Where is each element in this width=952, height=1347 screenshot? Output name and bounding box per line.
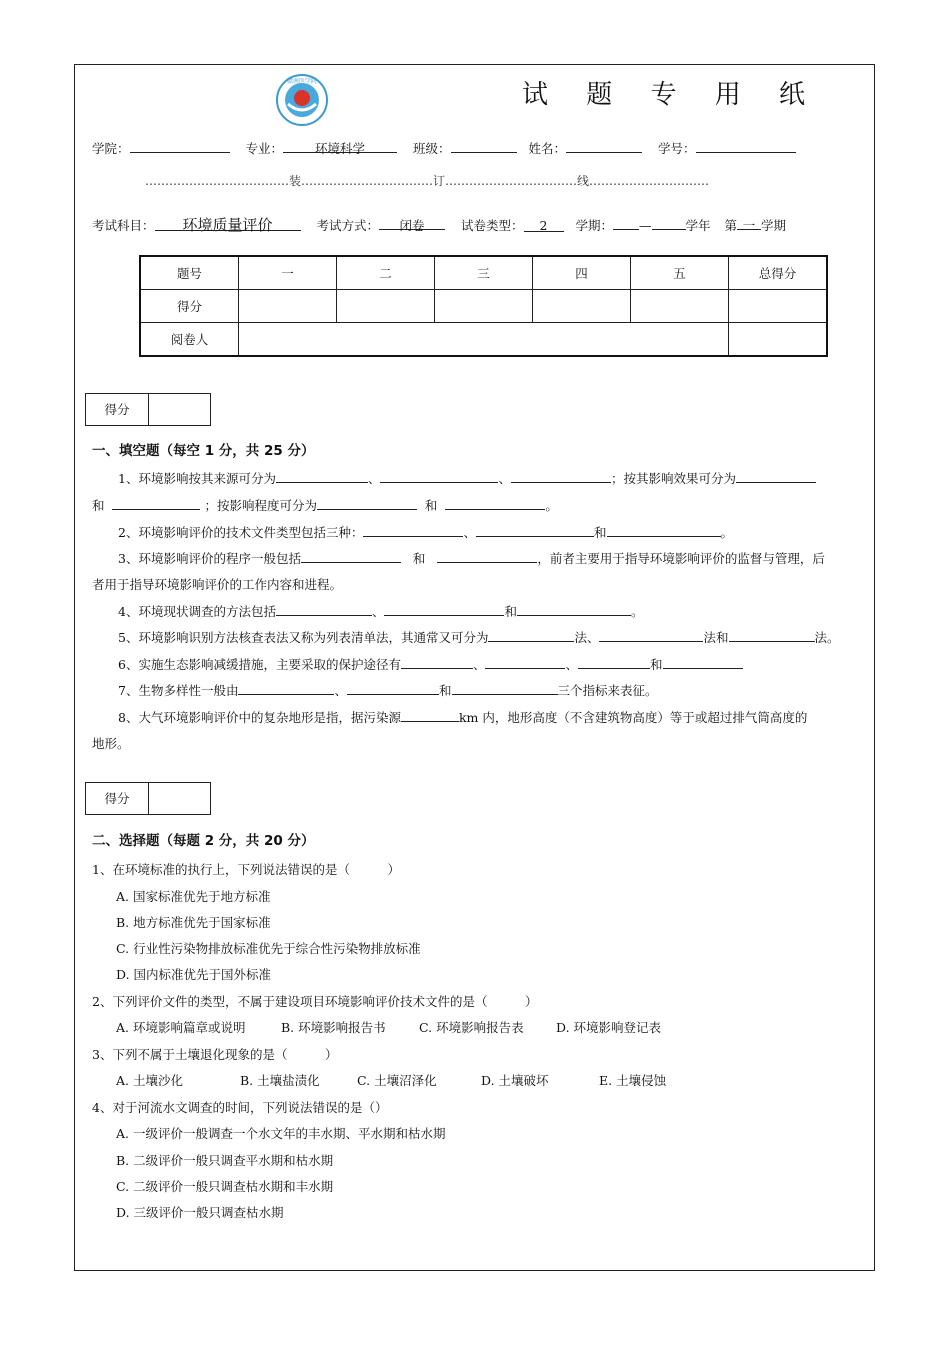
option[interactable]: D. 土壤破坏 — [481, 1073, 549, 1088]
option[interactable]: C. 行业性污染物排放标准优先于综合性污染物排放标准 — [116, 941, 421, 956]
question-text: ；按影响程度可分为 — [204, 498, 317, 513]
question-text: 1、环境影响按其来源可分为 — [118, 471, 276, 486]
answer-blank[interactable] — [736, 469, 816, 483]
separator: 、 — [498, 471, 511, 486]
question-text: km 内，地形高度（不含建筑物高度）等于或超过排气筒高度的 — [458, 710, 808, 725]
answer-blank[interactable] — [301, 549, 401, 563]
exam-info-line — [92, 214, 786, 234]
name-field[interactable] — [566, 139, 642, 153]
answer-blank[interactable] — [401, 655, 473, 669]
class-label: 班级： — [413, 141, 451, 156]
college-label: 学院： — [92, 141, 130, 156]
question-text: 三个指标来表征。 — [557, 683, 658, 698]
term-label: 学期： — [575, 218, 614, 233]
fill-question-3 — [118, 549, 825, 567]
question-text: 7、生物多样性一般由 — [118, 683, 239, 698]
answer-blank[interactable] — [663, 655, 743, 669]
question-text: 4、环境现状调查的方法包括 — [118, 604, 276, 619]
question-text: 法、 — [574, 630, 600, 645]
question-text: 和 — [438, 683, 452, 698]
option[interactable]: C. 土壤沼泽化 — [357, 1073, 437, 1088]
option[interactable]: C. 二级评价一般只调查枯水期和丰水期 — [116, 1179, 334, 1194]
separator: 、 — [334, 683, 347, 698]
option[interactable]: E. 土壤侵蚀 — [599, 1073, 667, 1088]
answer-blank[interactable] — [384, 602, 504, 616]
separator: 、 — [565, 657, 578, 672]
term-dash: — — [639, 218, 652, 233]
score-cell[interactable] — [239, 290, 337, 323]
separator: 、 — [472, 657, 486, 672]
option[interactable]: D. 国内标准优先于国外标准 — [116, 967, 272, 982]
question-text: 和 — [593, 525, 607, 540]
fill-question-7 — [118, 681, 658, 699]
answer-blank[interactable] — [488, 628, 574, 642]
subject-field[interactable]: 环境质量评价 — [155, 214, 301, 231]
score-box-label: 得分 — [86, 394, 149, 425]
period: 。 — [631, 604, 644, 619]
option[interactable]: B. 土壤盐渍化 — [240, 1073, 320, 1088]
question-text: ；按其影响效果可分为 — [611, 471, 737, 486]
fill-question-5 — [118, 628, 840, 646]
choice-question-4: 4、对于河流水文调查的时间，下列说法错误的是（） — [92, 1100, 388, 1115]
option[interactable]: B. 地方标准优先于国家标准 — [116, 915, 271, 930]
paper-type-field[interactable]: 2 — [524, 218, 564, 232]
option[interactable]: A. 环境影响篇章或说明 — [116, 1020, 246, 1035]
row-label: 阅卷人 — [140, 323, 239, 357]
fill-question-8-cont: 地形。 — [92, 736, 130, 751]
fill-question-4 — [118, 602, 644, 620]
major-label: 专业： — [245, 141, 284, 156]
score-table — [139, 255, 828, 357]
answer-blank[interactable] — [729, 628, 815, 642]
option[interactable]: A. 国家标准优先于地方标准 — [116, 889, 271, 904]
answer-blank[interactable] — [511, 469, 611, 483]
answer-blank[interactable] — [401, 708, 459, 722]
student-info-line — [92, 139, 796, 157]
question-text: 法和 — [703, 630, 729, 645]
question-text: ，前者主要用于指导环境影响评价的监督与管理，后 — [537, 551, 825, 566]
answer-blank[interactable] — [380, 469, 498, 483]
answer-blank[interactable] — [578, 655, 650, 669]
separator: 、 — [463, 525, 476, 540]
choice-question-3: 3、下列不属于土壤退化现象的是（ ） — [92, 1047, 338, 1062]
question-text: 和 — [650, 657, 663, 672]
fill-question-1-cont — [92, 496, 558, 514]
semester-suffix: 学期 — [761, 218, 787, 233]
year-label: 学年 — [685, 218, 711, 233]
question-text: 和 — [504, 604, 517, 619]
fill-question-1 — [118, 469, 816, 487]
score-table-header-row — [140, 256, 827, 290]
answer-blank[interactable] — [445, 496, 545, 510]
college-field[interactable] — [130, 139, 230, 153]
question-text: 法。 — [814, 630, 840, 645]
answer-blank[interactable] — [437, 549, 537, 563]
question-text: 和 — [92, 498, 105, 513]
header-cell: 三 — [435, 256, 533, 290]
option[interactable]: A. 土壤沙化 — [116, 1073, 183, 1088]
semester-prefix: 第 — [724, 218, 738, 233]
answer-blank[interactable] — [476, 523, 594, 537]
method-field[interactable]: 闭卷 — [379, 216, 445, 230]
choice-question-2: 2、下列评价文件的类型，不属于建设项目环境影响评价技术文件的是（ ） — [92, 994, 538, 1009]
option[interactable]: B. 二级评价一般只调查平水期和枯水期 — [116, 1153, 334, 1168]
name-label: 姓名： — [528, 141, 567, 156]
subject-label: 考试科目： — [92, 218, 155, 233]
answer-blank[interactable] — [599, 628, 703, 642]
option[interactable]: B. 环境影响报告书 — [281, 1020, 386, 1035]
section1-title: 一、填空题（每空 1 分，共 25 分） — [92, 443, 315, 459]
answer-blank[interactable] — [452, 681, 558, 695]
header-cell: 题号 — [140, 256, 239, 290]
section2-score-box — [85, 782, 211, 815]
answer-blank[interactable] — [607, 523, 721, 537]
answer-blank[interactable] — [276, 602, 372, 616]
score-box-label: 得分 — [86, 783, 149, 814]
option[interactable]: D. 三级评价一般只调查枯水期 — [116, 1205, 284, 1220]
class-field[interactable] — [451, 139, 517, 153]
period: 。 — [545, 498, 558, 513]
period: 。 — [720, 525, 734, 540]
separator: 、 — [371, 604, 385, 619]
header-cell: 四 — [533, 256, 631, 290]
separator: 、 — [367, 471, 381, 486]
answer-blank[interactable] — [276, 469, 368, 483]
paper-type-label: 试卷类型： — [461, 218, 524, 233]
fill-question-2 — [118, 523, 733, 541]
choice-question-1: 1、在环境标准的执行上，下列说法错误的是（ ） — [92, 862, 400, 877]
fill-question-6 — [118, 655, 743, 673]
score-cell[interactable] — [631, 290, 729, 323]
fill-question-8 — [118, 708, 807, 726]
header-cell: 二 — [337, 256, 435, 290]
question-text: 2、环境影响评价的技术文件类型包括三种： — [118, 525, 364, 540]
fill-question-3-cont: 者用于指导环境影响评价的工作内容和进程。 — [92, 577, 343, 592]
score-table-score-row — [140, 290, 827, 323]
term-start-field[interactable] — [613, 216, 639, 230]
answer-blank[interactable] — [317, 496, 417, 510]
term-end-field[interactable] — [652, 216, 686, 230]
binding-line: ………………………………装……………………………订……………………………线………………………… — [145, 174, 710, 188]
header-cell: 总得分 — [729, 256, 828, 290]
grader-extra-cell[interactable] — [729, 323, 828, 357]
question-text: 和 — [424, 498, 438, 513]
answer-blank[interactable] — [238, 681, 334, 695]
option[interactable]: C. 环境影响报告表 — [419, 1020, 524, 1035]
semester-field[interactable]: 一 — [737, 216, 761, 230]
major-field[interactable]: 环境科学 — [283, 139, 397, 153]
question-text: 6、实施生态影响减缓措施，主要采取的保护途径有 — [118, 657, 401, 672]
header-cell: 一 — [239, 256, 337, 290]
page-title: 试 题 专 用 纸 — [522, 80, 821, 110]
student-id-label: 学号： — [658, 141, 696, 156]
answer-blank[interactable] — [347, 681, 439, 695]
score-table-grader-row — [140, 323, 827, 357]
svg-text:赣南医学院: 赣南医学院 — [286, 78, 318, 85]
method-label: 考试方式： — [316, 218, 380, 233]
answer-blank[interactable] — [112, 496, 200, 510]
answer-blank[interactable] — [517, 602, 631, 616]
question-text: 5、环境影响识别方法核查表法又称为列表清单法，其通常又可分为 — [118, 630, 489, 645]
option[interactable]: D. 环境影响登记表 — [556, 1020, 662, 1035]
grader-cell[interactable] — [239, 323, 729, 357]
question-text: 3、环境影响评价的程序一般包括 — [118, 551, 301, 566]
score-cell[interactable] — [533, 290, 631, 323]
row-label: 得分 — [140, 290, 239, 323]
answer-blank[interactable] — [485, 655, 565, 669]
score-cell[interactable] — [435, 290, 533, 323]
question-text: 8、大气环境影响评价中的复杂地形是指，据污染源 — [118, 710, 401, 725]
score-cell[interactable] — [337, 290, 435, 323]
option[interactable]: A. 一级评价一般调查一个水文年的丰水期、平水期和枯水期 — [116, 1126, 446, 1141]
university-logo — [276, 74, 328, 126]
question-text: 和 — [412, 551, 426, 566]
section2-title: 二、选择题（每题 2 分，共 20 分） — [92, 833, 315, 849]
answer-blank[interactable] — [363, 523, 463, 537]
header-cell: 五 — [631, 256, 729, 290]
total-score-cell[interactable] — [729, 290, 828, 323]
student-id-field[interactable] — [696, 139, 796, 153]
section1-score-box — [85, 393, 211, 426]
